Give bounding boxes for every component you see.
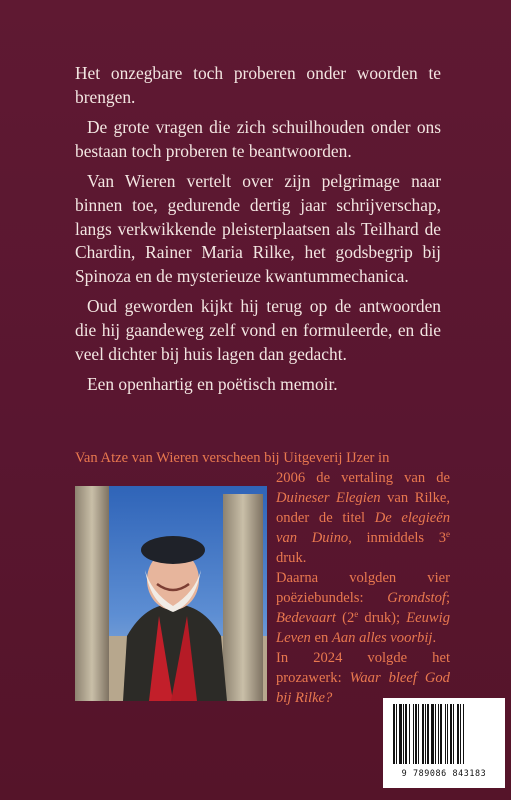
book-title-elegieen: De elegieën van Duino: [276, 510, 450, 546]
barcode-bar: [425, 704, 426, 764]
blurb-text: [75, 62, 441, 404]
barcode-bar: [418, 704, 419, 764]
book-title-eeuwig-leven: Eeuwig Leven: [276, 610, 450, 646]
barcode-bar: [457, 704, 459, 764]
bio-paragraph-1: 2006 de vertaling van de Duineser Elegien van Rilke, onder de titel De elegieën van Duino, inmiddels 3e druk.: [276, 470, 450, 566]
barcode-bar: [453, 704, 454, 764]
bio-line-1: Van Atze van Wieren verscheen bij Uitgeverij IJzer in: [75, 450, 390, 466]
barcode-bar: [440, 704, 442, 764]
author-portrait-icon: [75, 486, 267, 701]
barcode-bar: [409, 704, 410, 764]
blurb-paragraph-4: Oud geworden kijkt hij terug op de antwoorden die hij gaandeweg zelf vond en formuleerde, en die veel dichter bij huis lagen dan gedacht.: [75, 296, 441, 364]
barcode-bars: [391, 704, 497, 764]
barcode-bar: [438, 704, 439, 764]
blurb-paragraph-3: Van Wieren vertelt over zijn pelgrimage naar binnen toe, gedurende dertig jaar schrijverschap, langs verkwikkende pleisterplaatsen als Teilhard de Chardin, Rainer Maria Rilke, het godsbegrip bij Spinoza en de mysterieuze kwantummechanica.: [75, 171, 441, 286]
barcode-bar: [415, 704, 417, 764]
barcode-bar: [463, 704, 464, 764]
barcode-bar: [396, 704, 397, 764]
blurb-paragraph-5: Een openhartig en poëtisch memoir.: [87, 374, 338, 395]
bio-paragraph-2: Daarna volgden vier poëziebundels: Grondstof; Bedevaart (2e druk); Eeuwig Leven en Aan alles voorbij.: [276, 570, 450, 646]
barcode-bar: [435, 704, 436, 764]
blurb-paragraph-1: Het onzegbare toch proberen onder woorden te brengen.: [75, 63, 441, 107]
isbn-number: 9 789086 843183: [401, 768, 487, 778]
barcode-bar: [460, 704, 461, 764]
barcode-bar: [422, 704, 424, 764]
barcode-bar: [393, 704, 395, 764]
isbn-barcode: [383, 698, 505, 788]
bio-paragraph-3: In 2024 volgde het prozawerk: Waar bleef God bij Rilke?: [276, 650, 450, 706]
barcode-bar: [445, 704, 446, 764]
book-title-aan-alles-voorbij: Aan alles voorbij: [331, 630, 433, 646]
book-title-bedevaart: Bedevaart: [276, 610, 336, 626]
barcode-bar: [427, 704, 429, 764]
book-title-duineser: Duineser Elegien: [276, 490, 381, 506]
barcode-bar: [403, 704, 404, 764]
barcode-bar: [447, 704, 448, 764]
book-title-waar-bleef-god: Waar bleef God bij Rilke?: [276, 670, 450, 706]
barcode-bar: [450, 704, 452, 764]
barcode-bar: [399, 704, 402, 764]
barcode-bar: [405, 704, 407, 764]
barcode-bar: [431, 704, 434, 764]
blurb-paragraph-2: De grote vragen die zich schuilhouden onder ons bestaan toch proberen te beantwoorden.: [75, 117, 441, 161]
barcode-bar: [413, 704, 414, 764]
book-title-grondstof: Grondstof: [387, 590, 446, 606]
